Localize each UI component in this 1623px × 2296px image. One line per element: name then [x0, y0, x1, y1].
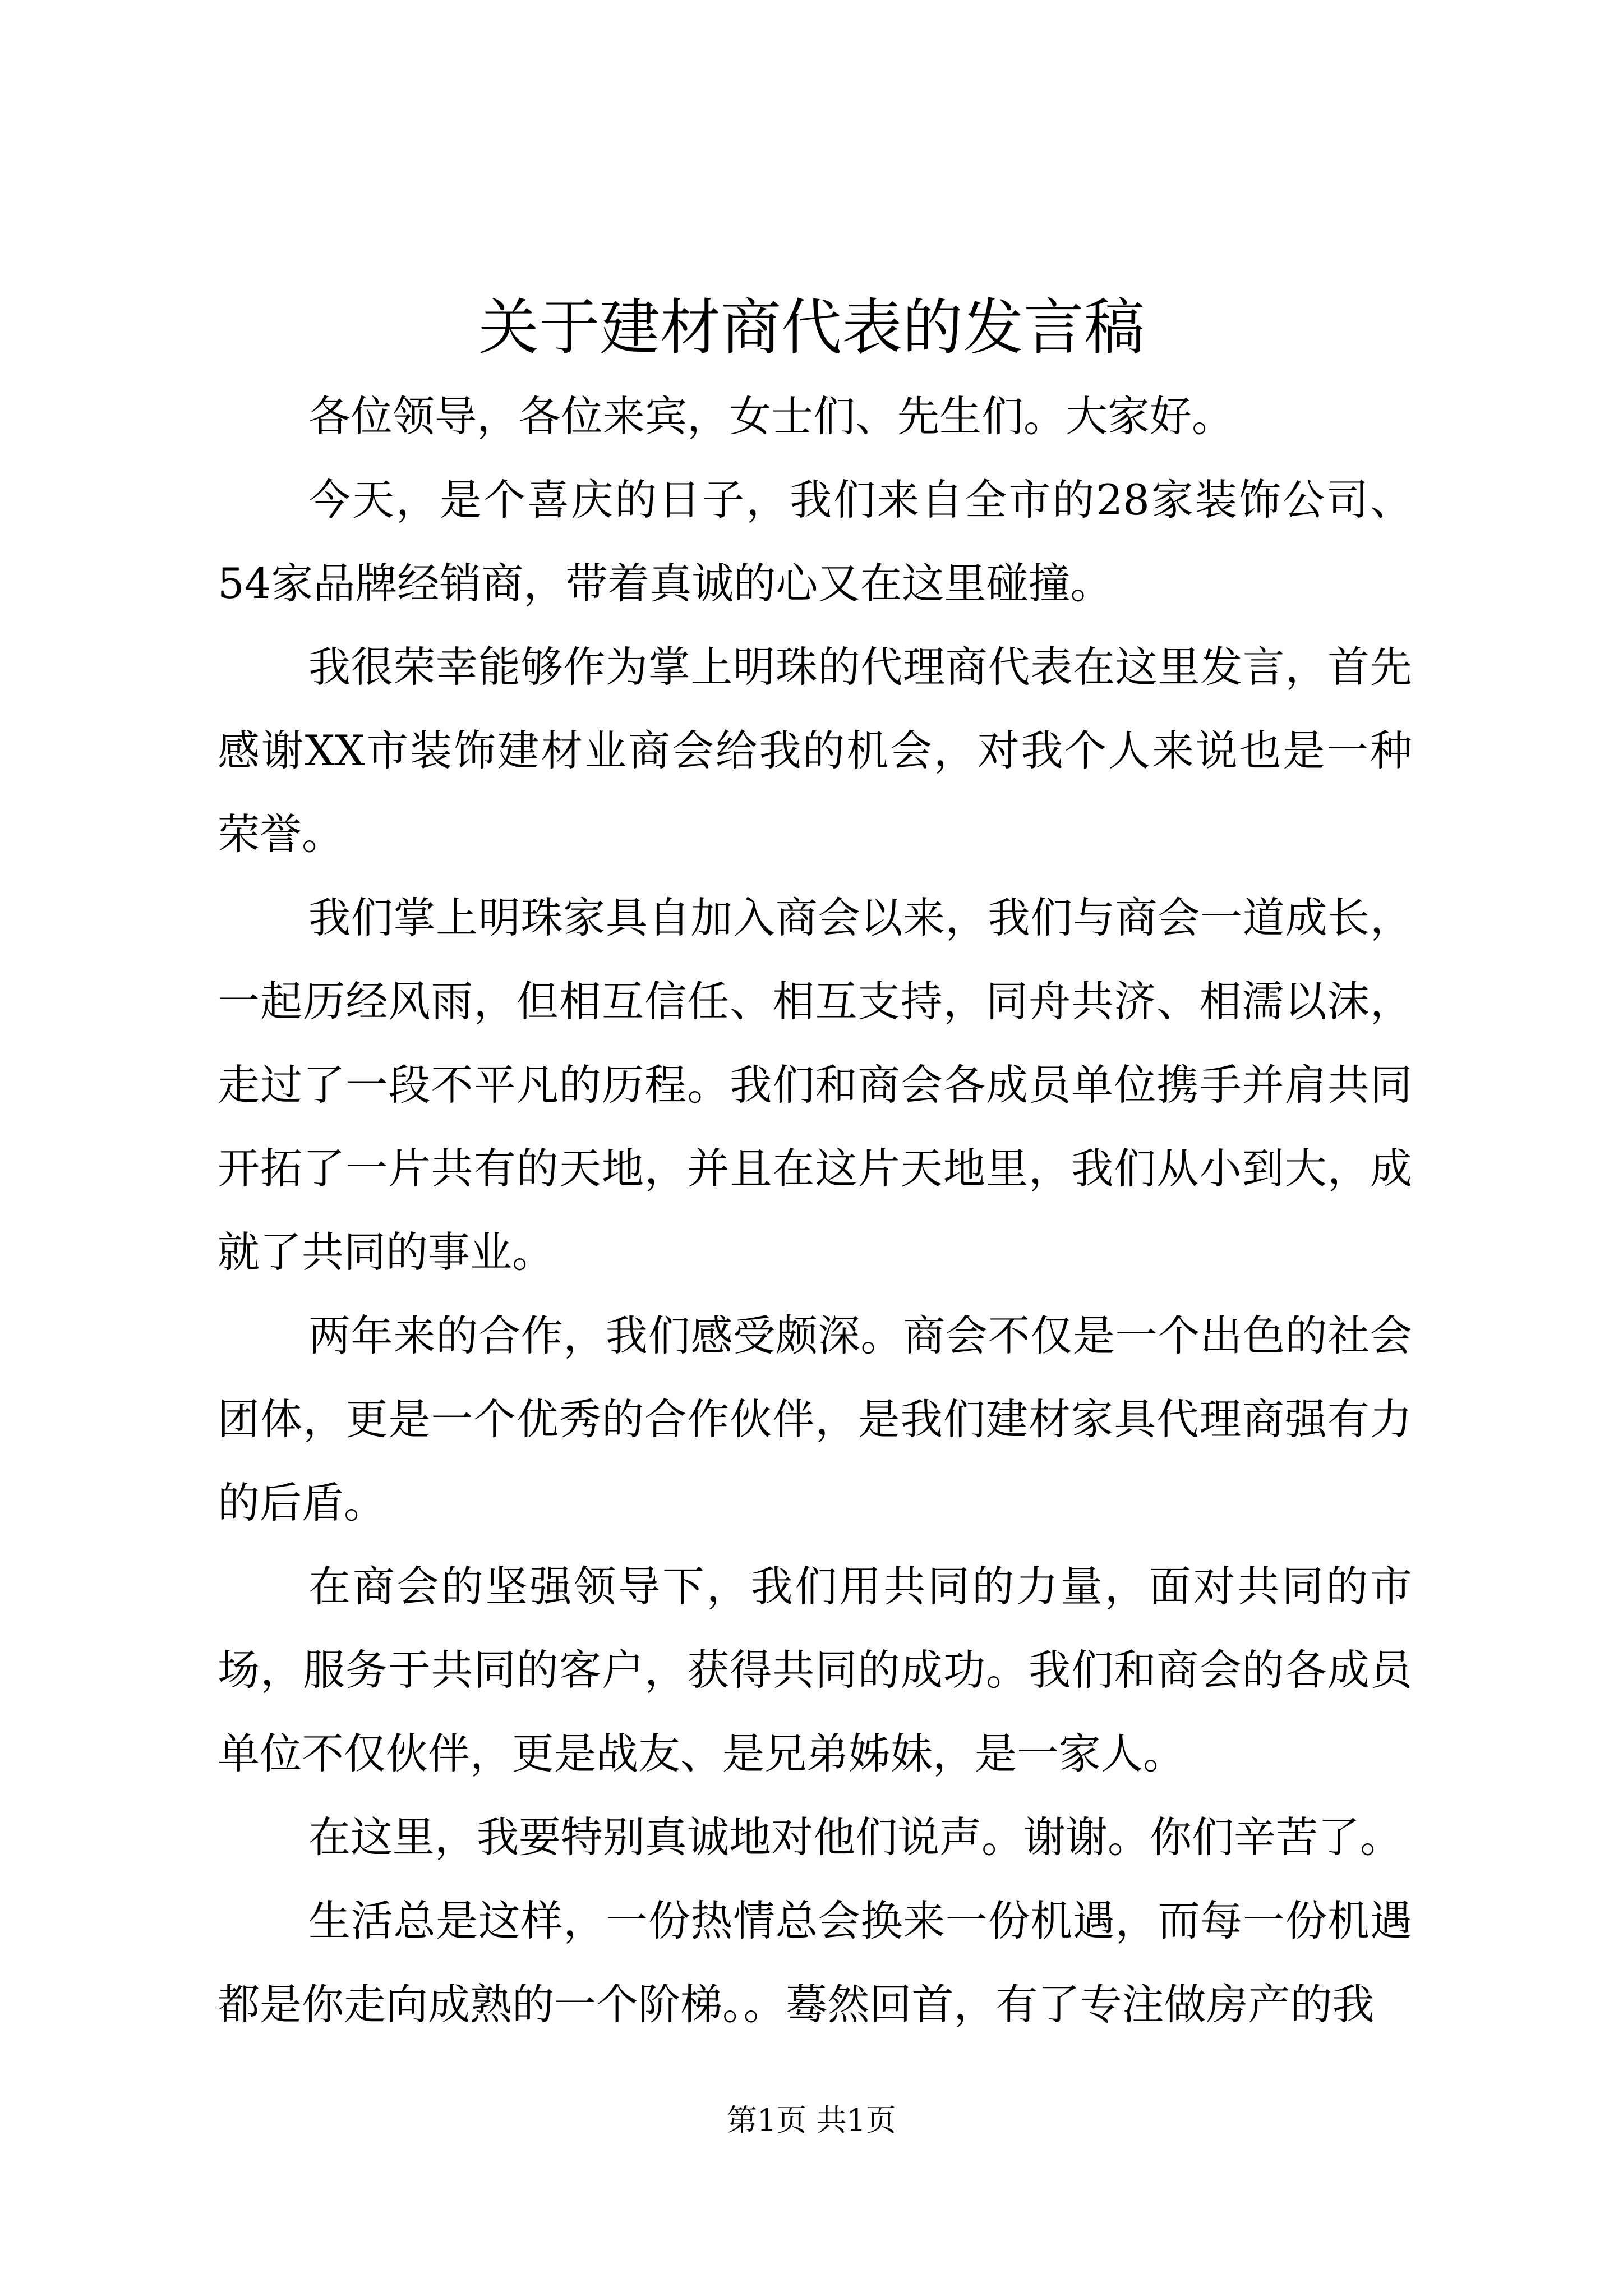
page-footer: 第1页 共1页: [727, 2102, 896, 2138]
paragraph: 今天，是个喜庆的日子，我们来自全市的28家装饰公司、54家品牌经销商，带着真诚的心又在这里碰撞。: [218, 475, 1412, 608]
paragraph: 我们掌上明珠家具自加入商会以来，我们与商会一道成长，一起历经风雨，但相互信任、相互支持，同舟共济、相濡以沫，走过了一段不平凡的历程。我们和商会各成员单位携手并肩共同开拓了一片共有的天地，并且在这片天地里，我们从小到大，成就了共同的事业。: [218, 893, 1412, 1277]
paragraph: 两年来的合作，我们感受颇深。商会不仅是一个出色的社会团体，更是一个优秀的合作伙伴，是我们建材家具代理商强有力的后盾。: [218, 1311, 1412, 1527]
paragraph: 我很荣幸能够作为掌上明珠的代理商代表在这里发言，首先感谢XX市装饰建材业商会给我的机会，对我个人来说也是一种荣誉。: [218, 642, 1412, 859]
paragraph: 生活总是这样，一份热情总会换来一份机遇，而每一份机遇都是你走向成熟的一个阶梯。。蓦然回首，有了专注做房产的我: [218, 1896, 1412, 2029]
document-title: 关于建材商代表的发言稿: [478, 293, 1145, 363]
paragraph: 在这里，我要特别真诚地对他们说声。谢谢。你们辛苦了。: [308, 1812, 1403, 1862]
paragraph: 各位领导，各位来宾，女士们、先生们。大家好。: [308, 392, 1234, 441]
document-body: [218, 375, 1412, 2046]
paragraph: 在商会的坚强领导下，我们用共同的力量，面对共同的市场，服务于共同的客户，获得共同的成功。我们和商会的各成员单位不仅伙伴，更是战友、是兄弟姊妹，是一家人。: [218, 1562, 1412, 1778]
